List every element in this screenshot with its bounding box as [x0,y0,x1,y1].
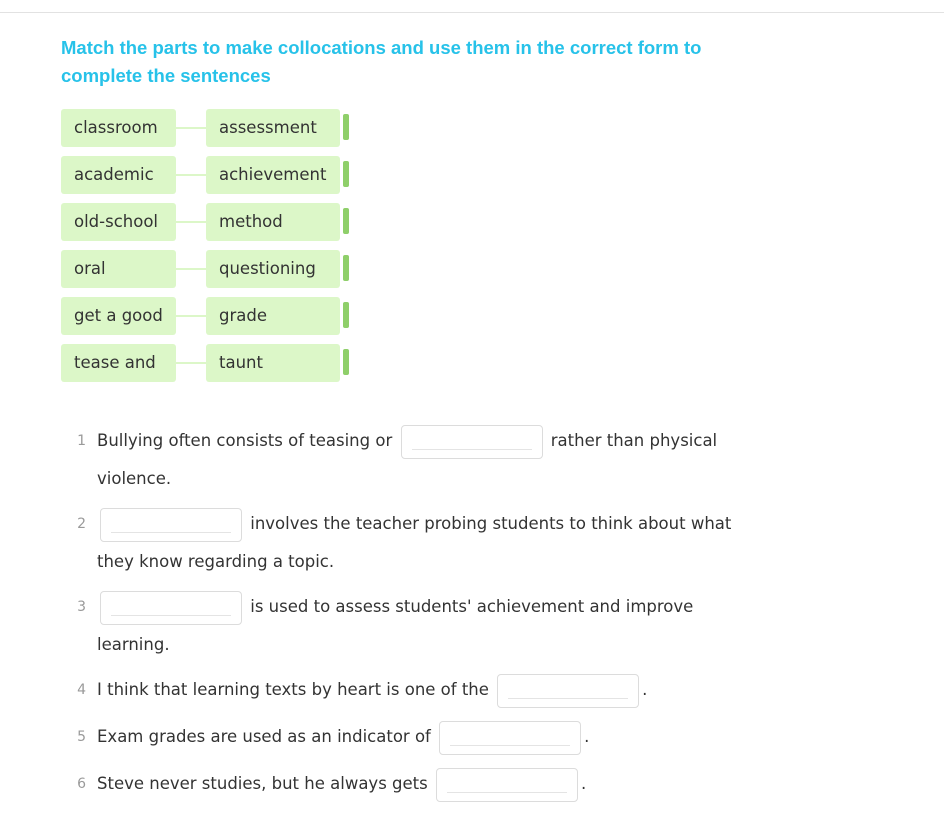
pair-connector [176,268,206,270]
left-word-chip[interactable]: old-school [61,203,176,241]
sentence-text-after: is used to assess students' achievement and improve learning. [97,597,694,654]
sentence-2 [70,505,750,585]
left-word-chip[interactable]: get a good [61,297,176,335]
right-word-chip[interactable]: grade [206,297,340,335]
sentence-text-after: rather than physical violence. [97,431,718,488]
pair-row [61,344,361,382]
pair-row [61,203,361,241]
left-word-chip[interactable]: academic [61,156,176,194]
right-word-chip[interactable]: taunt [206,344,340,382]
pair-row [61,250,361,288]
pair-connector [176,362,206,364]
sentence-text [97,765,750,803]
right-word-chip[interactable]: questioning [206,250,340,288]
sentence-number: 1 [77,433,86,449]
sentence-text-after: . [580,774,587,793]
left-word-chip[interactable]: oral [61,250,176,288]
sentence-text-before: Steve never studies, but he always gets [97,774,428,793]
sentence-3 [70,588,750,668]
sentence-text-before: Exam grades are used as an indicator of [97,727,431,746]
drag-handle[interactable] [343,114,349,140]
sentence-text-after: . [584,727,590,746]
answer-gap-2[interactable] [100,508,242,542]
answer-gap-6[interactable] [436,768,578,802]
pair-connector [176,315,206,317]
pair-row [61,156,361,194]
sentence-1 [70,422,750,502]
answer-gap-5[interactable] [439,721,581,755]
sentence-number: 3 [77,599,86,615]
right-word-chip[interactable]: assessment [206,109,340,147]
sentence-text-after: involves the teacher probing students to think about what they know regarding a topic. [97,514,732,571]
left-word-chip[interactable]: tease and [61,344,176,382]
sentence-text [97,718,750,756]
left-word-chip[interactable]: classroom [61,109,176,147]
pair-connector [176,221,206,223]
answer-gap-1[interactable] [401,425,543,459]
sentence-6 [70,765,750,803]
sentence-number: 2 [77,516,86,532]
sentence-text-before: Bullying often consists of teasing or [97,431,393,450]
sentence-text-after: . [642,680,648,699]
drag-handle[interactable] [343,255,349,281]
collocation-pairs [61,109,361,391]
sentence-text [97,422,750,498]
top-divider [0,12,944,13]
answer-gap-4[interactable] [497,674,639,708]
drag-handle[interactable] [343,208,349,234]
drag-handle[interactable] [343,349,349,375]
right-word-chip[interactable]: method [206,203,340,241]
answer-gap-3[interactable] [100,591,242,625]
pair-row [61,297,361,335]
sentence-number: 6 [77,776,86,792]
exercise-instructions: Match the parts to make collocations and use them in the correct form to complete the sentences [61,37,702,86]
sentence-text-before: I think that learning texts by heart is one of the [97,680,489,699]
drag-handle[interactable] [343,161,349,187]
pair-connector [176,174,206,176]
sentence-4 [70,671,750,709]
sentence-number: 4 [77,682,86,698]
sentence-text [97,671,750,709]
drag-handle[interactable] [343,302,349,328]
sentence-text [97,588,750,664]
right-word-chip[interactable]: achievement [206,156,340,194]
sentence-5 [70,718,750,756]
sentence-number: 5 [77,729,86,745]
pair-row [61,109,361,147]
pair-connector [176,127,206,129]
sentence-text [97,505,750,581]
